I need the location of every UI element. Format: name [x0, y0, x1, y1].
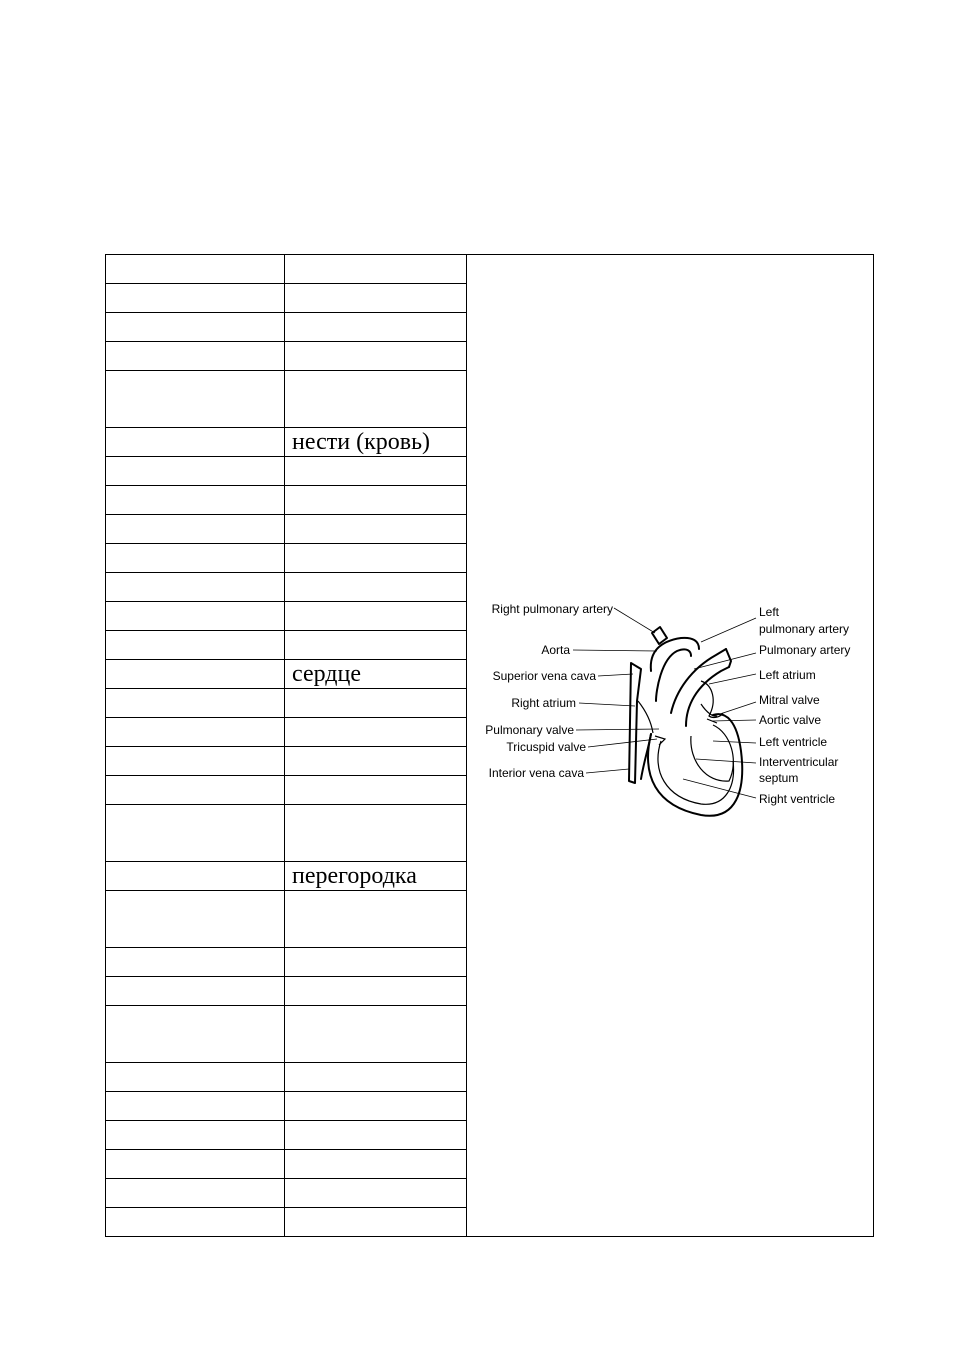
leader-interior-vena-cava	[586, 769, 629, 773]
diagram-labels	[485, 602, 850, 806]
leader-aortic-valve	[712, 720, 756, 721]
heart-drawing	[629, 627, 742, 816]
translation-cell	[285, 457, 467, 486]
translation-cell	[285, 1121, 467, 1150]
term-cell	[106, 718, 285, 747]
term-cell	[106, 486, 285, 515]
translation-cell	[285, 573, 467, 602]
term-cell	[106, 371, 285, 428]
label-interventricular-septum-line2: septum	[759, 771, 799, 785]
leader-tricuspid-valve	[588, 739, 657, 747]
term-cell	[106, 515, 285, 544]
term-cell	[106, 891, 285, 948]
label-right-atrium: Right atrium	[511, 696, 576, 710]
diagram-leader-lines	[573, 608, 756, 798]
translation-cell	[285, 1092, 467, 1121]
translation-cell	[285, 631, 467, 660]
translation-cell	[285, 284, 467, 313]
translation-cell	[285, 805, 467, 862]
label-tricuspid-valve: Tricuspid valve	[506, 740, 586, 754]
translation-cell	[285, 1208, 467, 1237]
leader-left-ventricle	[713, 741, 756, 743]
leader-left-atrium	[709, 674, 756, 684]
term-cell	[106, 776, 285, 805]
label-interior-vena-cava: Interior vena cava	[488, 766, 584, 780]
term-cell	[106, 1150, 285, 1179]
label-left-atrium: Left atrium	[759, 668, 816, 682]
figure-cell	[467, 255, 874, 1237]
leader-pulmonary-artery	[694, 653, 756, 669]
leader-mitral-valve	[717, 702, 756, 715]
term-cell	[106, 1092, 285, 1121]
label-right-pulmonary-artery: Right pulmonary artery	[491, 602, 613, 616]
term-cell	[106, 689, 285, 718]
label-left-pulmonary-artery-line1: Left	[759, 605, 780, 619]
term-cell	[106, 457, 285, 486]
translation-cell: перегородка	[285, 862, 467, 891]
translation-cell	[285, 371, 467, 428]
label-pulmonary-artery: Pulmonary artery	[759, 643, 851, 657]
vocabulary-table	[105, 254, 874, 1237]
leader-superior-vena-cava	[598, 674, 633, 676]
term-cell	[106, 1208, 285, 1237]
translation-cell	[285, 602, 467, 631]
term-cell	[106, 805, 285, 862]
term-cell	[106, 977, 285, 1006]
label-aorta: Aorta	[541, 643, 570, 657]
label-aortic-valve: Aortic valve	[759, 713, 822, 727]
translation-cell	[285, 1063, 467, 1092]
label-mitral-valve: Mitral valve	[759, 693, 820, 707]
label-left-pulmonary-artery-line2: pulmonary artery	[759, 622, 850, 636]
translation-cell: сердце	[285, 660, 467, 689]
translation-cell	[285, 515, 467, 544]
table-row	[106, 255, 874, 284]
translation-cell: нести (кровь)	[285, 428, 467, 457]
term-cell	[106, 1063, 285, 1092]
term-cell	[106, 255, 285, 284]
term-cell	[106, 862, 285, 891]
translation-cell	[285, 891, 467, 948]
leader-left-pulmonary-artery	[701, 618, 756, 642]
term-cell	[106, 573, 285, 602]
term-cell	[106, 428, 285, 457]
term-cell	[106, 1179, 285, 1208]
term-cell	[106, 284, 285, 313]
translation-cell	[285, 776, 467, 805]
translation-cell	[285, 486, 467, 515]
term-cell	[106, 660, 285, 689]
translation-cell	[285, 342, 467, 371]
translation-cell	[285, 977, 467, 1006]
term-cell	[106, 313, 285, 342]
term-cell	[106, 544, 285, 573]
label-left-ventricle: Left ventricle	[759, 735, 828, 749]
term-cell	[106, 342, 285, 371]
term-cell	[106, 1006, 285, 1063]
heart-diagram	[467, 255, 874, 1232]
translation-cell	[285, 255, 467, 284]
label-interventricular-septum-line1: Interventricular	[759, 755, 839, 769]
label-pulmonary-valve: Pulmonary valve	[485, 723, 574, 737]
translation-cell	[285, 544, 467, 573]
translation-cell	[285, 1150, 467, 1179]
leader-right-atrium	[579, 703, 635, 706]
translation-cell	[285, 689, 467, 718]
translation-cell	[285, 1006, 467, 1063]
leader-pulmonary-valve	[576, 729, 659, 730]
term-cell	[106, 747, 285, 776]
translation-cell	[285, 747, 467, 776]
term-cell	[106, 1121, 285, 1150]
leader-right-pulmonary-artery	[614, 608, 655, 633]
label-right-ventricle: Right ventricle	[759, 792, 836, 806]
translation-cell	[285, 1179, 467, 1208]
term-cell	[106, 631, 285, 660]
leader-right-ventricle	[683, 779, 756, 798]
term-cell	[106, 602, 285, 631]
leader-interventricular-septum	[696, 759, 756, 763]
term-cell	[106, 948, 285, 977]
translation-cell	[285, 948, 467, 977]
leader-aorta	[573, 650, 657, 651]
label-superior-vena-cava: Superior vena cava	[492, 669, 596, 683]
translation-cell	[285, 313, 467, 342]
translation-cell	[285, 718, 467, 747]
